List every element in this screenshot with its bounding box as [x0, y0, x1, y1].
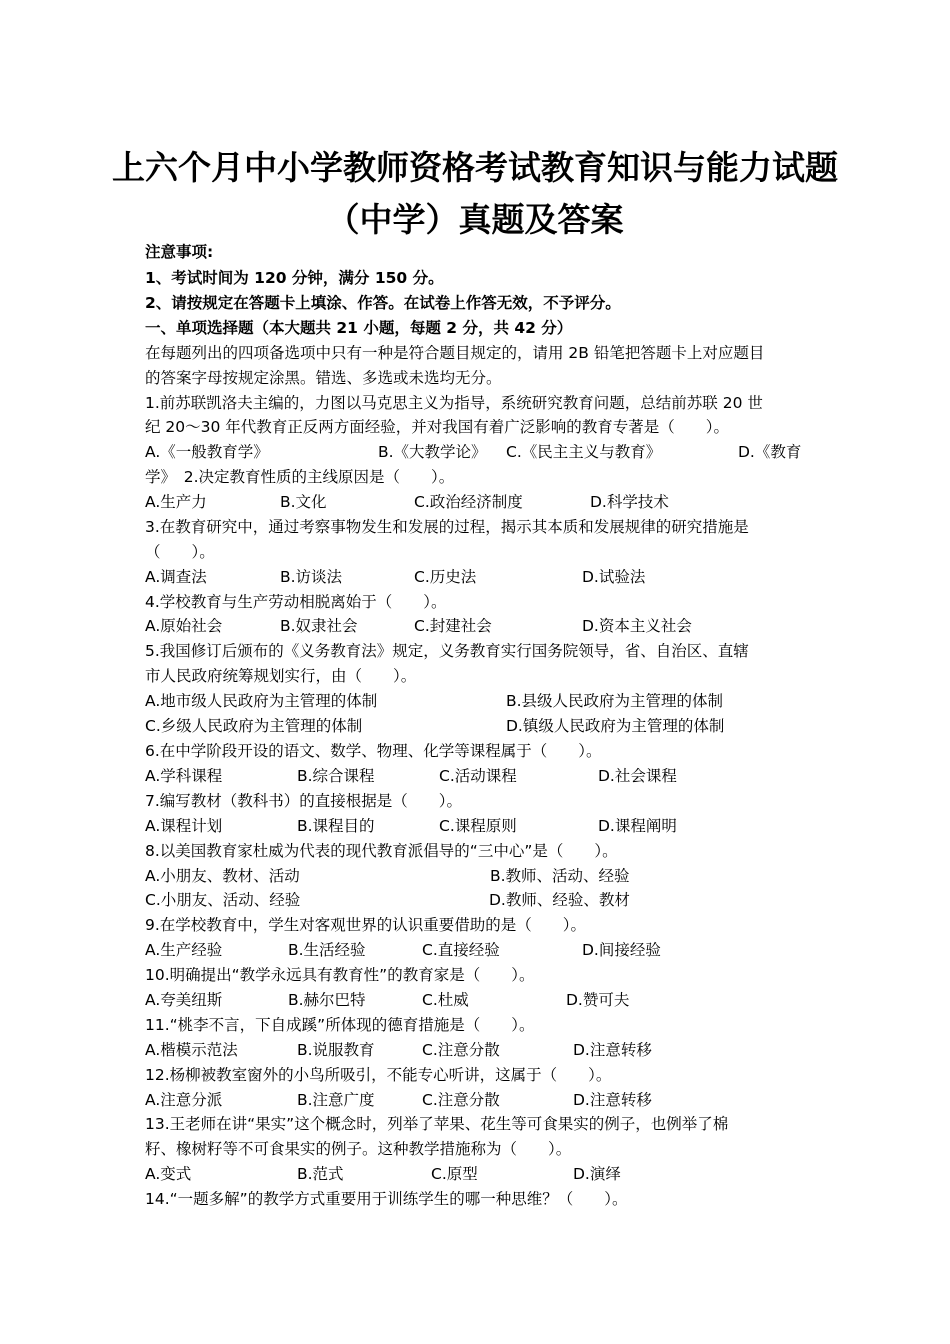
- question-1-option-d: D.《教育: [738, 443, 802, 461]
- question-7-option-a: A.课程计划: [145, 817, 223, 835]
- question-1-option-b: B.《大教学论》: [378, 443, 487, 461]
- question-9-option-b: B.生活经验: [288, 941, 366, 959]
- question-2-option-c: C.政治经济制度: [414, 493, 523, 511]
- question-5-option-b: B.县级人民政府为主管理的体制: [506, 692, 724, 710]
- question-13-option-a: A.变式: [145, 1165, 192, 1183]
- question-13-option-c: C.原型: [431, 1165, 478, 1183]
- question-13-line-2: 籽、橡树籽等不可食果实的例子。这种教学措施称为（ ）。: [145, 1140, 572, 1158]
- question-12-option-b: B.注意广度: [297, 1091, 375, 1109]
- document-title-line1: 上六个月中小学教师资格考试教育知识与能力试题: [112, 148, 838, 187]
- question-14-stem: 14.“一题多解”的教学方式重要用于训练学生的哪一种思维？（ ）。: [145, 1190, 628, 1208]
- document-title-line2: （中学）真题及答案: [326, 200, 624, 239]
- question-1-option-a: A.《一般教育学》: [145, 443, 269, 461]
- question-12-stem: 12.杨柳被教室窗外的小鸟所吸引，不能专心听讲，这属于（ ）。: [145, 1066, 612, 1084]
- question-9-option-a: A.生产经验: [145, 941, 223, 959]
- question-12-option-c: C.注意分散: [422, 1091, 500, 1109]
- question-1-line-1: 1.前苏联凯洛夫主编的，力图以马克思主义为指导，系统研究教育问题，总结前苏联 20 世: [145, 394, 763, 412]
- question-10-option-a: A.夸美纽斯: [145, 991, 223, 1009]
- question-8-stem: 8.以美国教育家杜威为代表的现代教育派倡导的“三中心”是（ ）。: [145, 842, 618, 860]
- notice-item-1: 1、考试时间为 120 分钟，满分 150 分。: [145, 269, 444, 287]
- question-8-option-b: B.教师、活动、经验: [490, 867, 630, 885]
- question-9-option-c: C.直接经验: [422, 941, 500, 959]
- question-11-stem: 11.“桃李不言，下自成蹊”所体现的德育措施是（ ）。: [145, 1016, 535, 1034]
- question-12-option-a: A.注意分派: [145, 1091, 223, 1109]
- question-13-option-b: B.范式: [297, 1165, 344, 1183]
- question-6-option-c: C.活动课程: [439, 767, 517, 785]
- question-2-option-b: B.文化: [280, 493, 327, 511]
- question-9-stem: 9.在学校教育中，学生对客观世界的认识重要借助的是（ ）。: [145, 916, 587, 934]
- question-13-option-d: D.演绎: [573, 1165, 621, 1183]
- question-9-option-d: D.间接经验: [582, 941, 661, 959]
- question-11-option-b: B.说服教育: [297, 1041, 375, 1059]
- question-3-option-d: D.试验法: [582, 568, 646, 586]
- question-7-stem: 7.编写教材（教科书）的直接根据是（ ）。: [145, 792, 463, 810]
- question-11-option-d: D.注意转移: [573, 1041, 652, 1059]
- question-4-option-d: D.资本主义社会: [582, 617, 692, 635]
- instruction-line-2: 的答案字母按规定涂黑。错选、多选或未选均无分。: [145, 369, 502, 387]
- question-6-option-b: B.综合课程: [297, 767, 375, 785]
- question-8-option-d: D.教师、经验、教材: [489, 891, 630, 909]
- question-7-option-b: B.课程目的: [297, 817, 375, 835]
- notice-item-2: 2、请按规定在答题卡上填涂、作答。在试卷上作答无效，不予评分。: [145, 294, 621, 312]
- question-3-line-1: 3.在教育研究中，通过考察事物发生和发展的过程，揭示其本质和发展规律的研究措施是: [145, 518, 749, 536]
- question-10-option-d: D.赞可夫: [566, 991, 630, 1009]
- question-5-line-2: 市人民政府统筹规划实行，由（ ）。: [145, 667, 417, 685]
- question-12-option-d: D.注意转移: [573, 1091, 652, 1109]
- question-8-option-c: C.小朋友、活动、经验: [145, 891, 301, 909]
- question-7-option-c: C.课程原则: [439, 817, 517, 835]
- question-4-option-c: C.封建社会: [414, 617, 492, 635]
- question-13-line-1: 13.王老师在讲“果实”这个概念时，列举了苹果、花生等可食果实的例子，也例举了棉: [145, 1115, 729, 1133]
- question-3-option-b: B.访谈法: [280, 568, 343, 586]
- question-4-option-a: A.原始社会: [145, 617, 223, 635]
- question-3-option-c: C.历史法: [414, 568, 477, 586]
- question-6-stem: 6.在中学阶段开设的语文、数学、物理、化学等课程属于（ ）。: [145, 742, 602, 760]
- question-8-option-a: A.小朋友、教材、活动: [145, 867, 300, 885]
- question-1-line-2: 纪 20～30 年代教育正反两方面经验，并对我国有着广泛影响的教育专著是（ ）。: [145, 418, 730, 436]
- question-5-option-d: D.镇级人民政府为主管理的体制: [506, 717, 725, 735]
- question-2-option-a: A.生产力: [145, 493, 207, 511]
- question-1-option-c: C.《民主主义与教育》: [506, 443, 662, 461]
- question-4-option-b: B.奴隶社会: [280, 617, 358, 635]
- question-5-line-1: 5.我国修订后颁布的《义务教育法》规定，义务教育实行国务院领导，省、自治区、直辖: [145, 642, 749, 660]
- notice-heading: 注意事项:: [145, 243, 214, 261]
- question-1-option-d-cont-question-2: 学》 2.决定教育性质的主线原因是（ ）。: [145, 468, 455, 486]
- instruction-line-1: 在每题列出的四项备选项中只有一种是符合题目规定的，请用 2B 铅笔把答题卡上对应题目: [145, 344, 765, 362]
- question-5-option-c: C.乡级人民政府为主管理的体制: [145, 717, 363, 735]
- question-7-option-d: D.课程阐明: [598, 817, 677, 835]
- question-10-stem: 10.明确提出“教学永远具有教育性”的教育家是（ ）。: [145, 966, 535, 984]
- question-6-option-d: D.社会课程: [598, 767, 677, 785]
- question-10-option-b: B.赫尔巴特: [288, 991, 366, 1009]
- question-5-option-a: A.地市级人民政府为主管理的体制: [145, 692, 378, 710]
- question-10-option-c: C.杜威: [422, 991, 469, 1009]
- question-3-line-2: （ ）。: [145, 543, 215, 561]
- question-4-stem: 4.学校教育与生产劳动相脱离始于（ ）。: [145, 593, 447, 611]
- question-2-option-d: D.科学技术: [590, 493, 669, 511]
- section-heading: 一、单项选择题（本大题共 21 小题，每题 2 分，共 42 分）: [145, 319, 573, 337]
- question-11-option-a: A.楷模示范法: [145, 1041, 238, 1059]
- question-6-option-a: A.学科课程: [145, 767, 223, 785]
- question-11-option-c: C.注意分散: [422, 1041, 500, 1059]
- question-3-option-a: A.调查法: [145, 568, 207, 586]
